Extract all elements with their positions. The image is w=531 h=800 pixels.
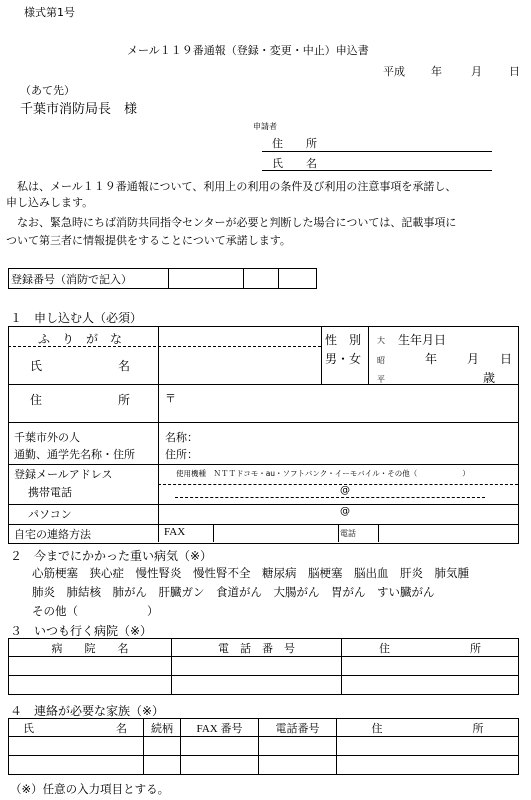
consent-paragraph-1a: 私は、メール１１９番通報について、利用上の利用の条件及び利用の注意事項を承諾し、 [6,180,457,193]
registration-number-cell-2[interactable] [244,269,279,289]
registration-number-cell-3[interactable] [279,269,317,289]
family-phone-cell-1[interactable] [259,737,337,756]
applicant-address-label: 住 所 [272,137,323,150]
date-year: 年 [431,65,442,78]
registration-number-label: 登録番号（消防で記入） [9,269,169,289]
hospital-table [8,638,519,695]
workplace-address-label: 住所： [165,448,198,461]
page-title: メール１１９番通報（登録・変更・中止）申込書 [127,44,369,57]
consent-paragraph-2b: ついて第三者に情報提供をすることについて承諾します。 [6,234,291,247]
hospital-phone-cell-2[interactable] [172,676,342,695]
family-address-header-left: 住 [371,721,383,735]
family-address-cell-1[interactable] [337,737,519,756]
address-label-right: 所 [118,393,131,407]
family-fax-cell-1[interactable] [181,737,259,756]
phone-input[interactable] [380,525,515,541]
furigana-input[interactable] [162,328,310,346]
family-name-header [9,719,144,737]
mobile-email-underline [175,497,485,498]
section4-heading: ４ 連絡が必要な家族（※） [10,704,165,718]
outside-city-label-2: 通勤、通学先名称・住所 [14,448,135,461]
date-month: 月 [471,65,482,78]
birth-day: 日 [500,352,513,366]
family-address-header [337,719,519,737]
gender-label: 性 別 [325,333,362,347]
disease-list-row-2: 肺炎 肺結核 肺がん 肝臓ガン 食道がん 大腸がん 胃がん すい臓がん [32,585,435,599]
hospital-name-header: 病 院 名 [9,639,172,657]
gender-options[interactable]: 男・女 [325,352,362,366]
family-address-cell-2[interactable] [337,756,519,775]
family-fax-header: FAX 番号 [181,719,259,737]
registration-number-table [8,268,317,289]
family-relation-cell-2[interactable] [144,756,181,775]
workplace-name-label: 名称： [165,431,198,444]
hospital-address-cell-2[interactable] [342,676,519,695]
hospital-address-header-right: 所 [470,641,481,655]
family-relation-header: 続柄 [144,719,181,737]
family-name-header-left: 氏 [23,721,34,735]
consent-paragraph-1b: 申し込みします。 [6,196,94,209]
birth-month: 月 [467,352,480,366]
hospital-address-header [342,639,519,657]
era-showa[interactable]: 昭 [377,356,385,365]
optional-note: （※）任意の入力項目とする。 [10,782,170,796]
postal-mark: 〒 [165,392,176,405]
date-day: 日 [509,65,520,78]
home-contact-label: 自宅の連絡方法 [14,528,91,541]
applicant-address-line [262,151,492,152]
fax-input[interactable] [215,525,335,541]
hospital-name-cell-2[interactable] [9,676,172,695]
email-label: 登録メールアドレス [14,468,113,481]
form-number: 様式第1号 [24,6,75,19]
family-relation-cell-1[interactable] [144,737,181,756]
date-era: 平成 [383,65,405,78]
address-label-left: 住 [30,393,43,407]
section2-heading: ２ 今までにかかった重い病気（※） [10,549,213,563]
carrier-options[interactable]: 使用機種 ＮＴＴドコモ・au・ソフトバンク・イーモバイル・その他（ ） [176,469,470,478]
hospital-address-header-left: 住 [379,641,390,655]
addressee-label: （あて先） [20,84,75,97]
era-taisho[interactable]: 大 [377,336,385,345]
family-phone-cell-2[interactable] [259,756,337,775]
outside-city-label-1: 千葉市外の人 [14,431,80,444]
fax-label: FAX [164,526,186,538]
name-label-right: 名 [118,359,131,373]
disease-other: その他（ ） [32,604,159,618]
consent-paragraph-2a: なお、緊急時にちば消防共同指令センターが必要と判断した場合については、記載事項に [6,216,457,229]
age-label: 歳 [483,371,496,385]
family-table [8,718,519,775]
family-fax-cell-2[interactable] [181,756,259,775]
address-input[interactable] [180,388,510,418]
era-heisei[interactable]: 平 [377,375,385,384]
disease-list-row-1: 心筋梗塞 狭心症 慢性腎炎 慢性腎不全 糖尿病 脳梗塞 脳出血 肝炎 肺気腫 [32,566,469,580]
mobile-at-mark: @ [340,485,350,496]
section1-heading: １ 申し込む人（必須） [10,311,143,325]
hospital-phone-cell-1[interactable] [172,657,342,676]
birth-year: 年 [425,352,438,366]
family-name-cell-1[interactable] [9,737,144,756]
hospital-phone-header: 電 話 番 号 [172,639,342,657]
family-name-cell-2[interactable] [9,756,144,775]
registration-number-cell-1[interactable] [169,269,244,289]
name-label-left: 氏 [30,359,43,373]
pc-at-mark: @ [340,506,350,517]
pc-label: パソコン [28,508,72,521]
family-name-header-right: 名 [116,721,127,735]
applicant-label: 申請者 [253,122,277,131]
name-input[interactable] [162,350,310,380]
applicant-name-label: 氏 名 [272,157,323,170]
phone-label: 電話 [340,529,356,538]
hospital-address-cell-1[interactable] [342,657,519,676]
hospital-name-cell-1[interactable] [9,657,172,676]
mobile-label: 携帯電話 [28,486,72,499]
section3-heading: ３ いつも行く病院（※） [10,624,153,638]
furigana-label: ふ り が な [38,332,123,346]
birth-date-label: 生年月日 [398,333,447,347]
applicant-name-line [262,170,492,171]
addressee: 千葉市消防局長 様 [20,102,138,117]
family-address-header-right: 所 [472,721,484,735]
family-phone-header: 電話番号 [259,719,337,737]
